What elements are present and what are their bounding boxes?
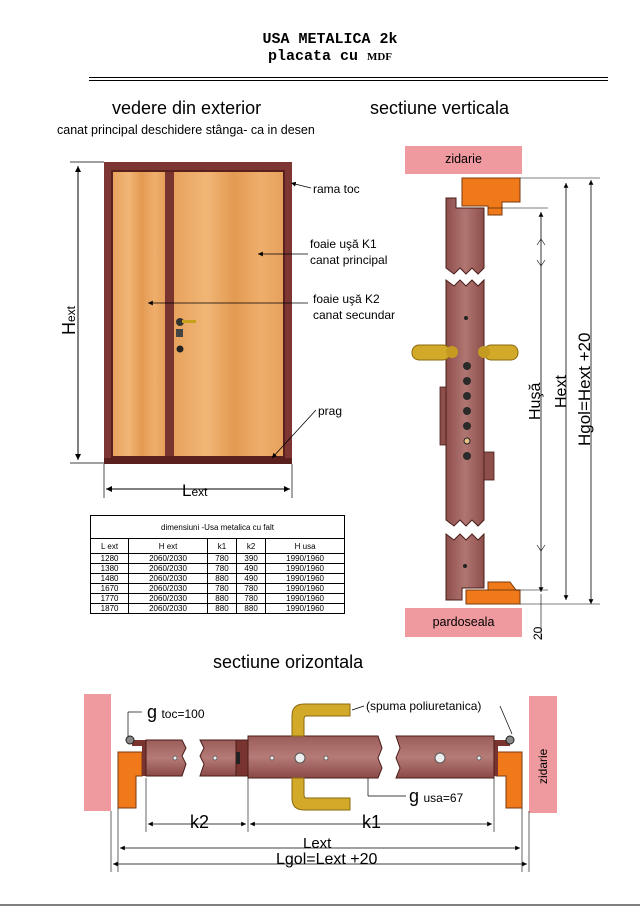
lock-pin	[464, 316, 468, 320]
bolt-6	[463, 452, 471, 460]
k1-hole-4	[477, 756, 481, 760]
table-cell: 490	[237, 574, 266, 584]
lock-knob	[177, 346, 184, 353]
bolt-2	[463, 377, 471, 385]
table-row	[91, 594, 345, 604]
outer-escutcheon	[484, 452, 494, 480]
floor-box: pardoseala	[405, 608, 522, 637]
table-cell: 2060/2030	[129, 574, 208, 584]
table-cell: 1990/1960	[266, 574, 345, 584]
foam-leader-right	[500, 706, 512, 734]
handle-bottom	[292, 778, 350, 810]
table-row	[91, 564, 345, 574]
table-cell: 2060/2030	[129, 594, 208, 604]
table-col-header: L ext	[91, 539, 129, 554]
label-k2: k2	[190, 812, 210, 832]
table-row	[91, 554, 345, 564]
front-door	[104, 162, 292, 464]
table-cell: 880	[207, 604, 236, 614]
table-cell: 1990/1960	[266, 584, 345, 594]
table-cell: 2060/2030	[129, 584, 208, 594]
table-cell: 2060/2030	[129, 604, 208, 614]
table-cell: 780	[207, 564, 236, 574]
table-cell: 880	[237, 604, 266, 614]
title-line-1: USA METALICA 2k	[262, 31, 398, 48]
title-line-2a: placata cu	[267, 48, 358, 65]
label-h-usa: Huşă	[527, 382, 544, 420]
table-cell: 880	[207, 594, 236, 604]
leaf-k1	[174, 172, 283, 456]
label-h-gol: Hgol=Hext +20	[575, 332, 594, 446]
leaf-joint	[165, 172, 174, 456]
table-row	[91, 574, 345, 584]
table-cell: 390	[237, 554, 266, 564]
label-frame: rama toc	[313, 182, 360, 196]
table-cell: 1380	[91, 564, 129, 574]
label-k1: k1	[362, 812, 382, 832]
table-cell: 780	[237, 594, 266, 604]
label-leaf-k2-a: foaie uşă K2	[313, 292, 380, 306]
table-row	[91, 584, 345, 594]
label-lgol: Lgol=Lext +20	[276, 851, 378, 868]
label-h-ext-v: Hext	[553, 375, 570, 408]
table-col-header: k1	[207, 539, 236, 554]
table-cell: 1990/1960	[266, 604, 345, 614]
label-leaf-k1-b: canat principal	[310, 253, 388, 267]
leader-frame	[291, 183, 311, 188]
handle-rose-outer	[478, 346, 490, 358]
hinge-left	[126, 736, 134, 744]
table-cell: 2060/2030	[129, 564, 208, 574]
label-foam: (spuma poliuretanica)	[366, 699, 482, 713]
heading-exterior-view: vedere din exterior	[112, 98, 262, 118]
table-cell: 780	[207, 584, 236, 594]
k1-hole-3	[435, 753, 445, 763]
label-leaf-k2-b: canat secundar	[313, 308, 396, 322]
inner-plate	[440, 387, 446, 445]
table-cell: 1670	[91, 584, 129, 594]
table-cell: 1990/1960	[266, 564, 345, 574]
table-cell: 780	[237, 584, 266, 594]
label-h-ext-sub: ext	[64, 305, 78, 322]
dimensions-table	[90, 515, 345, 614]
wall-left	[84, 694, 111, 811]
heading-vertical-section: sectiune verticala	[370, 98, 510, 118]
label-lext-h: Lext	[303, 835, 332, 852]
table-row	[91, 604, 345, 614]
k1-hole-2	[324, 756, 328, 760]
table-header-row	[91, 539, 345, 554]
table-col-header: k2	[237, 539, 266, 554]
exterior-note: canat principal deschidere stânga- ca in desen	[57, 123, 315, 137]
lower-pin	[463, 564, 467, 568]
leaf-k2	[113, 172, 165, 456]
label-h-ext	[59, 306, 80, 335]
bolt-4	[463, 407, 471, 415]
door-threshold	[104, 458, 292, 464]
wall-top-box: zidarie	[405, 146, 522, 174]
bolt-5	[463, 422, 471, 430]
label-l-ext-main: L	[182, 481, 192, 500]
k2-segment-2	[200, 740, 236, 776]
table-cell: 490	[237, 564, 266, 574]
label-g-toc	[147, 702, 205, 723]
table-cell: 1990/1960	[266, 554, 345, 564]
leaf-segment-top	[446, 198, 484, 274]
table-cell: 1770	[91, 594, 129, 604]
handle-top	[292, 704, 350, 736]
lock-cylinder	[176, 329, 183, 337]
hinge-right	[506, 736, 514, 744]
table-cell: 780	[207, 554, 236, 564]
label-g-usa-main: g	[409, 786, 420, 806]
label-l-ext	[182, 481, 207, 501]
k2-segment-1	[146, 740, 186, 776]
label-leaf-k1-a: foaie uşă K1	[310, 237, 377, 251]
k1-segment-1	[248, 736, 382, 778]
label-threshold: prag	[318, 404, 343, 418]
label-l-ext-sub: ext	[191, 485, 208, 499]
heading-horizontal-section: sectiune orizontala	[213, 652, 364, 672]
handle-inner	[412, 345, 450, 360]
handle-lever	[182, 320, 196, 323]
table-col-header: H usa	[266, 539, 345, 554]
table-cell: 1870	[91, 604, 129, 614]
table-caption: dimensiuni -Usa metalica cu falt	[91, 516, 345, 539]
table-cell: 1280	[91, 554, 129, 564]
label-g-toc-main: g	[147, 702, 158, 722]
k1-cylinder-hole	[295, 753, 305, 763]
table-cell: 2060/2030	[129, 554, 208, 564]
k2-hole-2	[213, 756, 217, 760]
k2-hole-1	[173, 756, 177, 760]
frame-left-profile	[118, 752, 142, 808]
label-gap-20: 20	[531, 626, 545, 640]
label-wall-side: zidarie	[536, 748, 550, 784]
table-cell: 1480	[91, 574, 129, 584]
k2-latch	[236, 752, 240, 764]
foam-leader-left	[352, 706, 364, 710]
k1-hole-1	[270, 756, 274, 760]
label-g-toc-sub: toc=100	[161, 707, 205, 721]
frame-right-profile	[496, 752, 522, 808]
cylinder-ring	[464, 438, 470, 444]
label-g-usa-sub: usa=67	[423, 791, 464, 805]
bolt-3	[463, 392, 471, 400]
vertical-section	[412, 178, 600, 640]
table-cell: 880	[207, 574, 236, 584]
title-line-2b: MDF	[366, 51, 393, 63]
label-h-ext-main: H	[59, 322, 79, 335]
table-cell: 1990/1960	[266, 594, 345, 604]
label-g-usa	[409, 786, 463, 807]
table-col-header: H ext	[129, 539, 208, 554]
handle-rose-inner	[446, 346, 458, 358]
bolt-1	[463, 362, 471, 370]
